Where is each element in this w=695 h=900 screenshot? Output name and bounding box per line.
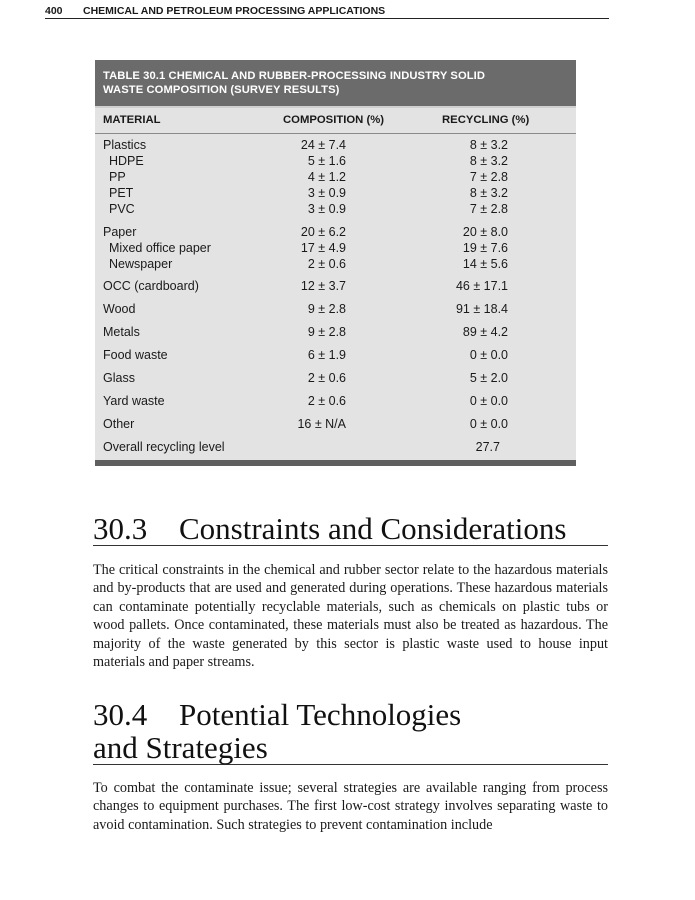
section-title-line-1: Potential Technologies [179,697,462,732]
section-30-4-paragraph: To combat the contaminate issue; several strategies are available ranging from process changes to equipment purchases. The first low-cost strategy involves separating waste to avoid contamination. Such strategies to prevent contamination include [93,780,608,833]
table-row [95,201,576,218]
table-row [95,301,576,318]
composition-cell: 17 ± 4.9 [300,241,346,255]
section-title: Constraints and Considerations [179,511,567,546]
running-title: CHEMICAL AND PETROLEUM PROCESSING APPLICATIONS [83,5,386,17]
material-cell: Newspaper [109,257,173,271]
section-heading-30-4 [93,698,608,765]
column-header-composition: COMPOSITION (%) [283,114,385,126]
material-cell: PET [109,186,134,200]
waste-composition-table [95,60,576,466]
recycling-cell: 5 ± 2.0 [469,371,508,385]
table-row [95,416,576,433]
material-cell: Plastics [103,138,147,152]
material-cell: Mixed office paper [109,241,211,255]
material-cell: HDPE [109,154,144,168]
table-column-headers [95,106,576,134]
composition-cell: 2 ± 0.6 [307,394,346,408]
material-cell: Wood [103,302,136,316]
recycling-cell: 8 ± 3.2 [469,154,508,168]
material-cell: Overall recycling level [103,440,225,454]
recycling-cell: 8 ± 3.2 [469,186,508,200]
table-row-overall [95,439,576,456]
column-header-recycling: RECYCLING (%) [442,114,530,126]
table-row [95,347,576,364]
recycling-cell: 20 ± 8.0 [462,225,508,239]
material-cell: Glass [103,371,135,385]
section-number: 30.4 [93,697,148,732]
composition-cell: 6 ± 1.9 [307,348,346,362]
composition-cell: 9 ± 2.8 [307,302,346,316]
table-title-line-1: TABLE 30.1 CHEMICAL AND RUBBER-PROCESSING INDUSTRY SOLID [103,70,486,82]
recycling-cell: 27.7 [475,440,500,454]
page-number: 400 [45,5,63,17]
table-row [95,256,576,273]
table-row [95,324,576,341]
section-heading-30-3 [93,512,608,546]
section-number: 30.3 [93,511,148,546]
recycling-cell: 91 ± 18.4 [455,302,508,316]
material-cell: PVC [109,202,135,216]
material-cell: Paper [103,225,137,239]
table-bottom-rule [95,460,576,466]
section-title-line-2: and Strategies [93,730,268,765]
composition-cell: 4 ± 1.2 [307,170,346,184]
table-row [95,169,576,186]
table-row [95,370,576,387]
recycling-cell: 0 ± 0.0 [469,394,508,408]
composition-cell: 3 ± 0.9 [307,186,346,200]
recycling-cell: 7 ± 2.8 [469,202,508,216]
material-cell: Food waste [103,348,168,362]
table-title [95,60,576,106]
table-row [95,240,576,257]
table-row [95,278,576,295]
composition-cell: 24 ± 7.4 [300,138,346,152]
composition-cell: 2 ± 0.6 [307,257,346,271]
table-row [95,185,576,202]
composition-cell: 2 ± 0.6 [307,371,346,385]
recycling-cell: 19 ± 7.6 [462,241,508,255]
material-cell: Yard waste [103,394,165,408]
recycling-cell: 89 ± 4.2 [462,325,508,339]
table-row [95,224,576,241]
recycling-cell: 46 ± 17.1 [455,279,508,293]
composition-cell: 16 ± N/A [297,417,346,431]
recycling-cell: 7 ± 2.8 [469,170,508,184]
composition-cell: 20 ± 6.2 [300,225,346,239]
running-header [45,5,609,19]
material-cell: Metals [103,325,140,339]
material-cell: OCC (cardboard) [103,279,199,293]
composition-cell: 9 ± 2.8 [307,325,346,339]
table-row [95,393,576,410]
recycling-cell: 8 ± 3.2 [469,138,508,152]
material-cell: PP [109,170,126,184]
table-title-line-2: WASTE COMPOSITION (SURVEY RESULTS) [103,83,340,96]
table-row [95,153,576,170]
recycling-cell: 14 ± 5.6 [462,257,508,271]
composition-cell: 5 ± 1.6 [307,154,346,168]
composition-cell: 3 ± 0.9 [307,202,346,216]
recycling-cell: 0 ± 0.0 [469,348,508,362]
composition-cell: 12 ± 3.7 [300,279,346,293]
material-cell: Other [103,417,135,431]
column-header-material: MATERIAL [103,114,161,126]
table-row [95,137,576,154]
recycling-cell: 0 ± 0.0 [469,417,508,431]
section-30-3-paragraph: The critical constraints in the chemical and rubber sector relate to the hazardous materials and by-products that are used and generated during operations. These hazardous materials can contaminate potentially recyclable materials, such as chemicals on plastic tubs or wood pallets. Once contaminated, these materials must also be treated as hazardous. The majority of the waste generated by this sector is plastic waste used to house input materials and paper streams. [93,562,608,671]
